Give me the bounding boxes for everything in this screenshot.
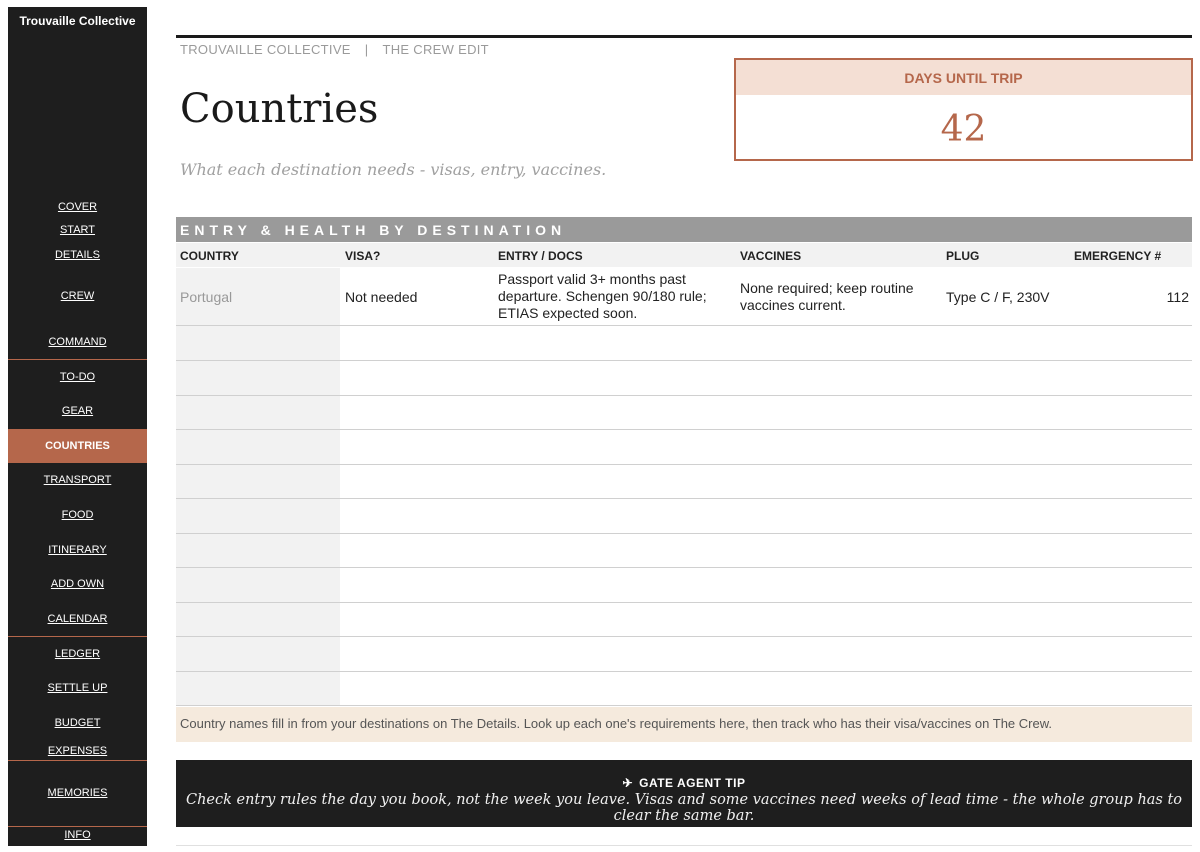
tip-heading-text: GATE AGENT TIP <box>639 776 746 790</box>
sidebar-divider <box>8 760 147 761</box>
table-row-empty[interactable] <box>176 326 1192 361</box>
breadcrumb-edition[interactable]: THE CREW EDIT <box>382 42 489 57</box>
cell-visa[interactable]: Not needed <box>345 289 418 305</box>
breadcrumb-brand[interactable]: TROUVAILLE COLLECTIVE <box>180 42 351 57</box>
page-title: Countries <box>180 86 379 132</box>
table-section-title: ENTRY & HEALTH BY DESTINATION <box>176 217 1192 242</box>
sidebar-item-transport[interactable]: TRANSPORT <box>43 474 112 486</box>
sidebar-item-info[interactable]: INFO <box>64 829 91 841</box>
header-rule <box>176 35 1192 38</box>
sidebar-item-to-do[interactable]: TO-DO <box>59 371 96 383</box>
page-subtitle: What each destination needs - visas, entry, vaccines. <box>180 160 607 179</box>
sidebar-brand: Trouvaille Collective <box>19 14 136 28</box>
country-table-body <box>176 268 1192 706</box>
table-row-empty[interactable] <box>176 637 1192 672</box>
table-footnote: Country names fill in from your destinations on The Details. Look up each one's requirements here, then track who has their visa/vaccines on The Crew. <box>176 707 1192 742</box>
sidebar-item-settle-up[interactable]: SETTLE UP <box>47 682 108 694</box>
sidebar-item-itinerary[interactable]: ITINERARY <box>48 544 107 556</box>
cell-emergency[interactable]: 112 <box>1166 289 1189 305</box>
sidebar <box>8 7 147 846</box>
breadcrumb-separator: | <box>364 42 369 57</box>
sidebar-item-start[interactable]: START <box>59 224 96 236</box>
footer-rule <box>176 845 1192 846</box>
cell-country[interactable]: Portugal <box>180 289 233 305</box>
breadcrumb <box>180 42 489 57</box>
table-row <box>176 268 1192 326</box>
table-row-empty[interactable] <box>176 396 1192 430</box>
table-header <box>176 243 1192 267</box>
sidebar-item-add-own[interactable]: ADD OWN <box>50 578 105 590</box>
table-row-empty[interactable] <box>176 465 1192 499</box>
sidebar-item-details[interactable]: DETAILS <box>54 249 101 261</box>
table-row-empty[interactable] <box>176 568 1192 603</box>
sidebar-item-calendar[interactable]: CALENDAR <box>47 613 108 625</box>
sidebar-item-budget[interactable]: BUDGET <box>54 717 101 729</box>
trip-countdown <box>734 58 1193 161</box>
countdown-label: DAYS UNTIL TRIP <box>736 60 1191 95</box>
sidebar-item-memories[interactable]: MEMORIES <box>47 787 108 799</box>
table-row-empty[interactable] <box>176 361 1192 396</box>
table-row-empty[interactable] <box>176 672 1192 706</box>
sidebar-item-crew[interactable]: CREW <box>60 290 95 302</box>
sidebar-divider <box>8 826 147 827</box>
column-header-country: COUNTRY <box>180 249 239 263</box>
sidebar-divider <box>8 359 147 360</box>
table-row-empty[interactable] <box>176 534 1192 568</box>
column-header-visa: VISA? <box>345 249 381 263</box>
airplane-icon: ✈ <box>622 776 634 790</box>
sidebar-item-cover[interactable]: COVER <box>57 201 98 213</box>
tip-heading <box>176 776 1192 790</box>
cell-vaccines[interactable]: None required; keep routine vaccines current. <box>740 280 914 313</box>
sidebar-item-command[interactable]: COMMAND <box>48 336 107 348</box>
sidebar-item-ledger[interactable]: LEDGER <box>54 648 101 660</box>
gate-agent-tip <box>176 760 1192 827</box>
sidebar-item-countries[interactable]: COUNTRIES <box>8 429 147 463</box>
cell-entry-docs[interactable]: Passport valid 3+ months past departure. Schengen 90/180 rule; ETIAS expected soon. <box>498 271 707 321</box>
sidebar-divider <box>8 636 147 637</box>
column-header-vaccines: VACCINES <box>740 249 802 263</box>
sidebar-item-gear[interactable]: GEAR <box>61 405 94 417</box>
cell-plug[interactable]: Type C / F, 230V <box>946 289 1050 305</box>
column-header-plug: PLUG <box>946 249 980 263</box>
table-row-empty[interactable] <box>176 430 1192 465</box>
table-row-empty[interactable] <box>176 499 1192 534</box>
column-header-emergency: EMERGENCY # <box>1074 249 1162 263</box>
sidebar-item-food[interactable]: FOOD <box>61 509 94 521</box>
sidebar-item-expenses[interactable]: EXPENSES <box>47 745 108 757</box>
table-row-empty[interactable] <box>176 603 1192 637</box>
column-header-entry-docs: ENTRY / DOCS <box>498 249 583 263</box>
countdown-value: 42 <box>940 109 987 150</box>
tip-body: Check entry rules the day you book, not the week you leave. Visas and some vaccines need weeks of lead time - the whole group has to clear the same bar. <box>185 792 1183 824</box>
